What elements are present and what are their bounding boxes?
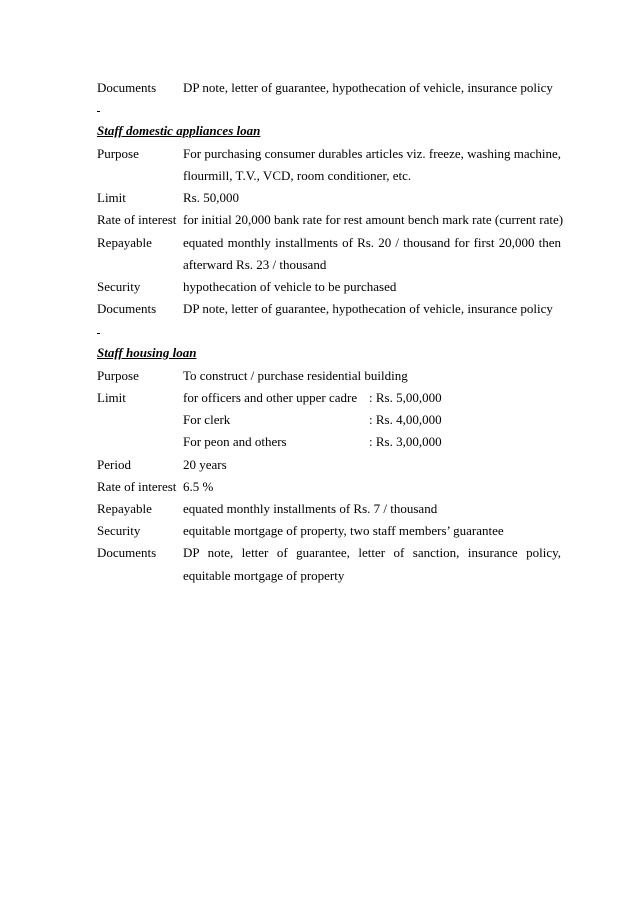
appliances-rate-label: Rate of interest bbox=[97, 212, 177, 227]
section-divider-mark bbox=[97, 111, 100, 112]
appliances-loan-heading: Staff domestic appliances loan bbox=[97, 123, 261, 138]
housing-security-value: equitable mortgage of property, two staff members’ guarantee bbox=[183, 523, 504, 538]
appliances-security-label: Security bbox=[97, 279, 141, 294]
housing-purpose-value: To construct / purchase residential building bbox=[183, 368, 408, 383]
appliances-limit-value: Rs. 50,000 bbox=[183, 190, 239, 205]
appliances-rate-value: for initial 20,000 bank rate for rest amount bench mark rate (current rate) bbox=[183, 212, 564, 227]
housing-documents-line2: equitable mortgage of property bbox=[183, 568, 345, 583]
housing-security-label: Security bbox=[97, 523, 141, 538]
appliances-purpose-line2: flourmill, T.V., VCD, room conditioner, etc. bbox=[183, 168, 412, 183]
top-documents-value: DP note, letter of guarantee, hypothecation of vehicle, insurance policy bbox=[183, 80, 553, 95]
appliances-repayable-line2: afterward Rs. 23 / thousand bbox=[183, 257, 327, 272]
housing-limit-amount: : Rs. 4,00,000 bbox=[369, 412, 442, 427]
housing-limit-who: For peon and others bbox=[183, 434, 287, 449]
housing-period-value: 20 years bbox=[183, 457, 227, 472]
housing-documents-line1: DP note, letter of guarantee, letter of sanction, insurance policy, bbox=[183, 545, 561, 560]
housing-repayable-label: Repayable bbox=[97, 501, 152, 516]
housing-limit-label: Limit bbox=[97, 390, 126, 405]
appliances-documents-label: Documents bbox=[97, 301, 157, 316]
housing-period-label: Period bbox=[97, 457, 131, 472]
top-documents-label: Documents bbox=[97, 80, 157, 95]
housing-limit-who: For clerk bbox=[183, 412, 231, 427]
appliances-purpose-line1: For purchasing consumer durables articles viz. freeze, washing machine, bbox=[183, 146, 561, 161]
appliances-limit-label: Limit bbox=[97, 190, 126, 205]
housing-purpose-label: Purpose bbox=[97, 368, 139, 383]
appliances-security-value: hypothecation of vehicle to be purchased bbox=[183, 279, 397, 294]
appliances-repayable-label: Repayable bbox=[97, 235, 152, 250]
housing-loan-heading: Staff housing loan bbox=[97, 345, 197, 360]
housing-documents-label: Documents bbox=[97, 545, 157, 560]
section-divider-mark bbox=[97, 333, 100, 334]
appliances-repayable-line1: equated monthly installments of Rs. 20 / thousand for first 20,000 then bbox=[183, 235, 561, 250]
housing-limit-who: for officers and other upper cadre bbox=[183, 390, 358, 405]
housing-limit-amount: : Rs. 5,00,000 bbox=[369, 390, 442, 405]
housing-rate-label: Rate of interest bbox=[97, 479, 177, 494]
appliances-purpose-label: Purpose bbox=[97, 146, 139, 161]
housing-repayable-value: equated monthly installments of Rs. 7 / thousand bbox=[183, 501, 438, 516]
appliances-documents-value: DP note, letter of guarantee, hypothecation of vehicle, insurance policy bbox=[183, 301, 553, 316]
housing-rate-value: 6.5 % bbox=[183, 479, 214, 494]
housing-limit-amount: : Rs. 3,00,000 bbox=[369, 434, 442, 449]
